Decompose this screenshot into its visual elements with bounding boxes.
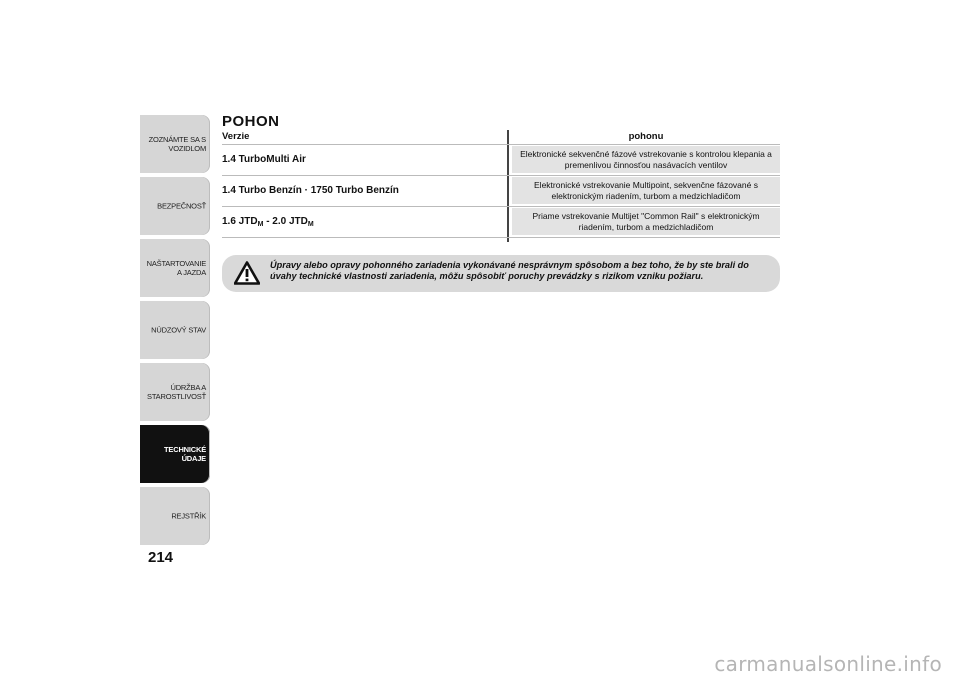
tab-zoznamte-sa[interactable] (140, 115, 210, 173)
tab-nudzovy-stav[interactable] (140, 301, 210, 359)
tab-rejstrik[interactable] (140, 487, 210, 545)
section-title: POHON (222, 113, 280, 130)
tab-bezpecnost[interactable] (140, 177, 210, 235)
tab-label: NAŠTARTOVANIE A JAZDA (146, 259, 206, 277)
drive-cell: Elektronické vstrekovanie Multipoint, sekvenčne fázované s elektronickým riadením, turbom a medzichladičom (512, 177, 780, 204)
tab-nastartovanie[interactable] (140, 239, 210, 297)
drive-cell: Elektronické sekvenčné fázové vstrekovanie s kontrolou klepania a premenlivou činnosťou nasávacích ventilov (512, 146, 780, 173)
warning-box (222, 255, 780, 292)
drive-cell: Priame vstrekovanie Multijet "Common Rail" s elektronickým riadením, turbom a medzichladičom (512, 208, 780, 235)
tab-udrzba[interactable] (140, 363, 210, 421)
version-cell: 1.4 TurboMulti Air (222, 154, 306, 165)
tab-label: ZOZNÁMTE SA S VOZIDLOM (148, 135, 206, 153)
warning-triangle-icon (234, 261, 260, 285)
tab-label: NÚDZOVÝ STAV (151, 325, 206, 335)
header-drive: pohonu (628, 131, 664, 142)
warning-text: Úpravy alebo opravy pohonného zariadenia vykonávané nesprávnym spôsobom a bez toho, že by ste brali do úvahy technické vlastnosti zariadenia, môžu spôsobiť poruchy prevádzky s rizikom vzniku požiaru. (270, 260, 749, 281)
table-row (222, 145, 780, 176)
tab-technicke-udaje[interactable] (140, 425, 210, 483)
tab-label: REJSTŘÍK (171, 511, 206, 521)
tab-label: BEZPEČNOSŤ (157, 201, 206, 211)
version-cell: 1.6 $JTD_M - 2.0$ $JTD_M$ (222, 216, 314, 228)
table-header (222, 130, 780, 145)
version-cell: 1.4 Turbo Benzín · 1750 Turbo Benzín (222, 185, 399, 196)
table-row (222, 207, 780, 238)
table-row (222, 176, 780, 207)
watermark: carmanualsonline.info (714, 652, 942, 676)
tab-label: TECHNICKÉ ÚDAJE (164, 445, 206, 463)
drive-table (222, 130, 780, 238)
header-version: Verzie (222, 131, 250, 142)
tab-label: ÚDRŽBA A STAROSTLIVOSŤ (147, 383, 206, 401)
page-number: 214 (148, 549, 174, 566)
